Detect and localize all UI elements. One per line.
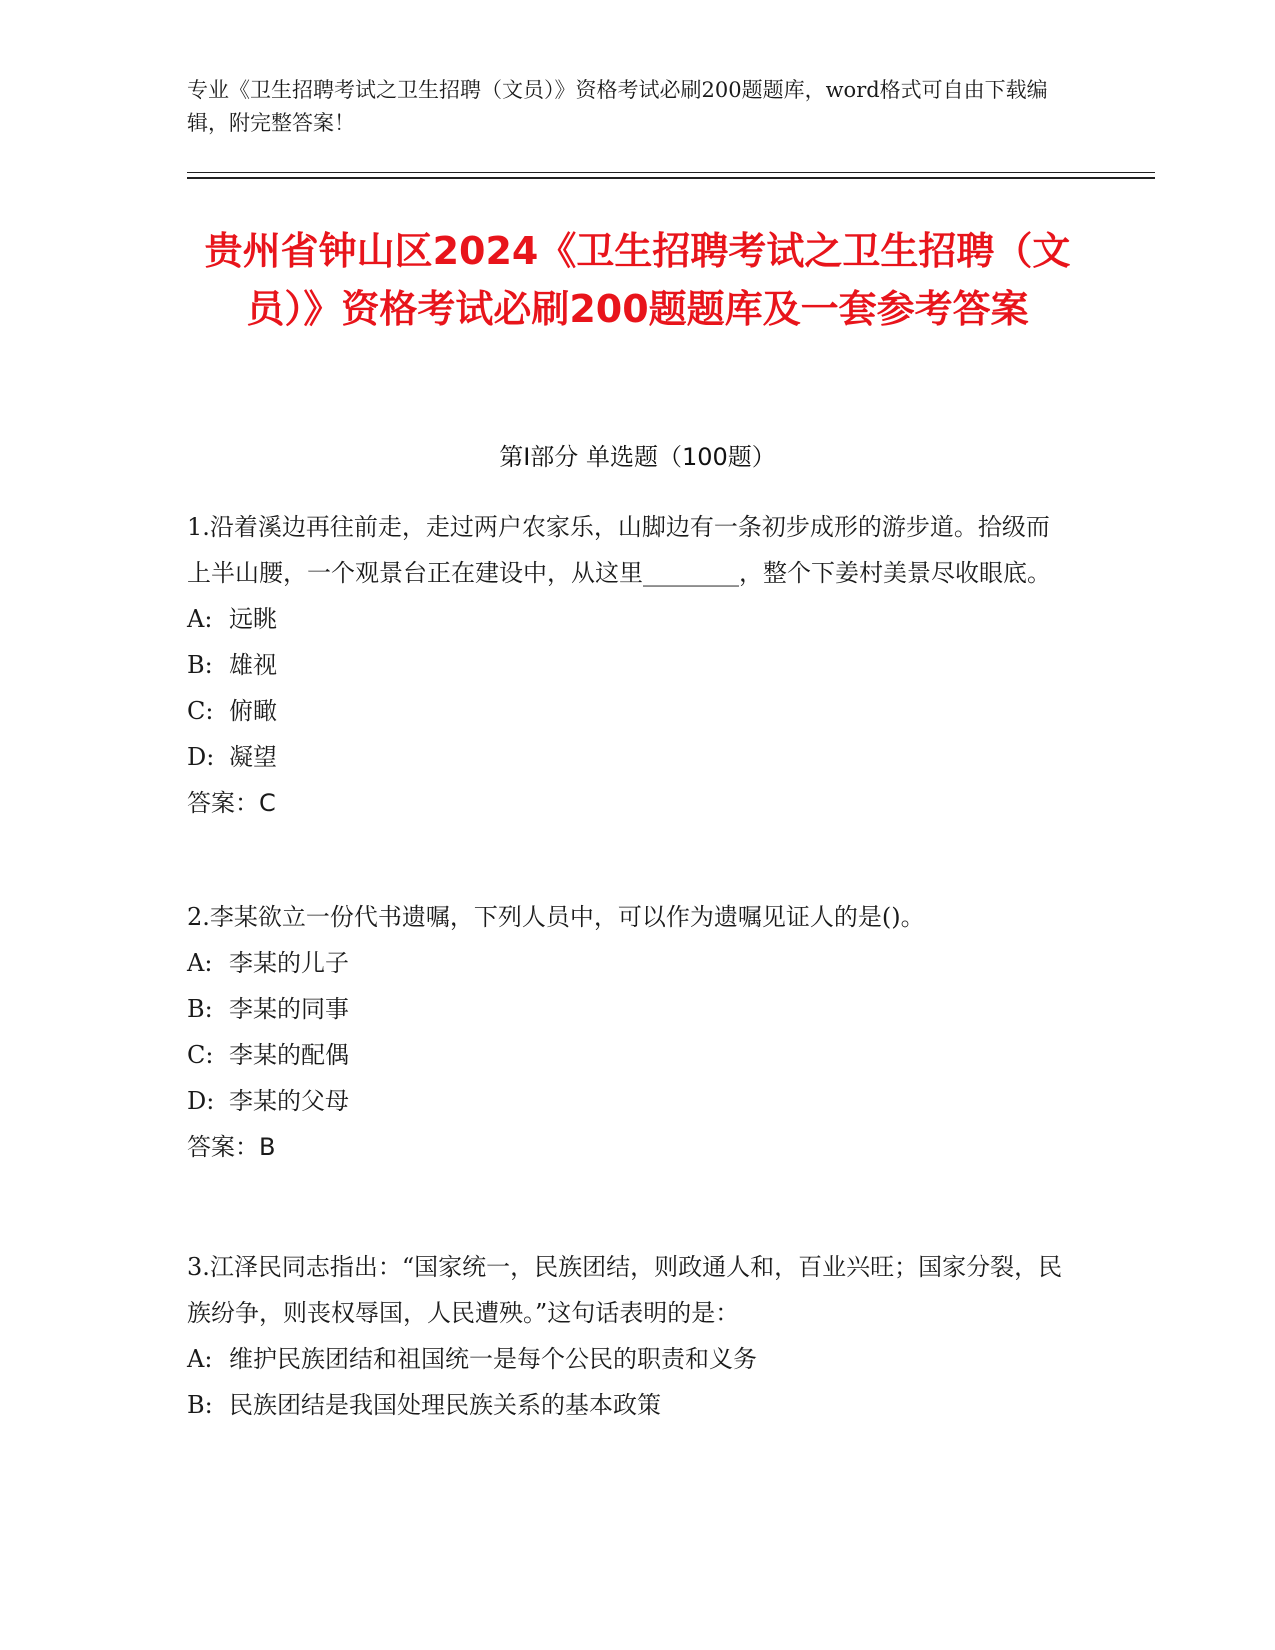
question-3 [187, 1244, 1067, 1428]
option-c: C: 俯瞰 [187, 697, 277, 725]
option-a: A: 维护民族团结和祖国统一是每个公民的职责和义务 [187, 1345, 757, 1373]
header-divider-thick [187, 177, 1155, 179]
header-note: 专业《卫生招聘考试之卫生招聘（文员）》资格考试必刷200题题库，word格式可自由下载编辑，附完整答案！ [187, 78, 1048, 135]
question-2 [187, 894, 1067, 1170]
option-d: D: 李某的父母 [187, 1087, 349, 1115]
option-c: C: 李某的配偶 [187, 1041, 349, 1069]
question-stem: 3.江泽民同志指出：“国家统一，民族团结，则政通人和，百业兴旺；国家分裂，民族纷争，则丧权辱国，人民遭殃。”这句话表明的是： [187, 1253, 1063, 1327]
header-divider-thin [187, 172, 1155, 173]
question-stem: 1.沿着溪边再往前走，走过两户农家乐，山脚边有一条初步成形的游步道。拾级而上半山腰，一个观景台正在建设中，从这里________，整个下姜村美景尽收眼底。 [187, 513, 1051, 587]
option-d: D: 凝望 [187, 743, 277, 771]
option-b: B: 雄视 [187, 651, 277, 679]
section-title: 第Ⅰ部分 单选题（100题） [499, 443, 776, 471]
document-title: 贵州省钟山区2024《卫生招聘考试之卫生招聘（文员）》资格考试必刷200题题库及一套参考答案 [204, 229, 1071, 331]
question-stem: 2.李某欲立一份代书遗嘱，下列人员中，可以作为遗嘱见证人的是()。 [187, 903, 925, 931]
answer: 答案：B [187, 1133, 276, 1161]
option-b: B: 李某的同事 [187, 995, 349, 1023]
option-b: B: 民族团结是我国处理民族关系的基本政策 [187, 1391, 661, 1419]
question-1 [187, 504, 1067, 826]
answer: 答案：C [187, 789, 276, 817]
option-a: A: 远眺 [187, 605, 277, 633]
option-a: A: 李某的儿子 [187, 949, 349, 977]
